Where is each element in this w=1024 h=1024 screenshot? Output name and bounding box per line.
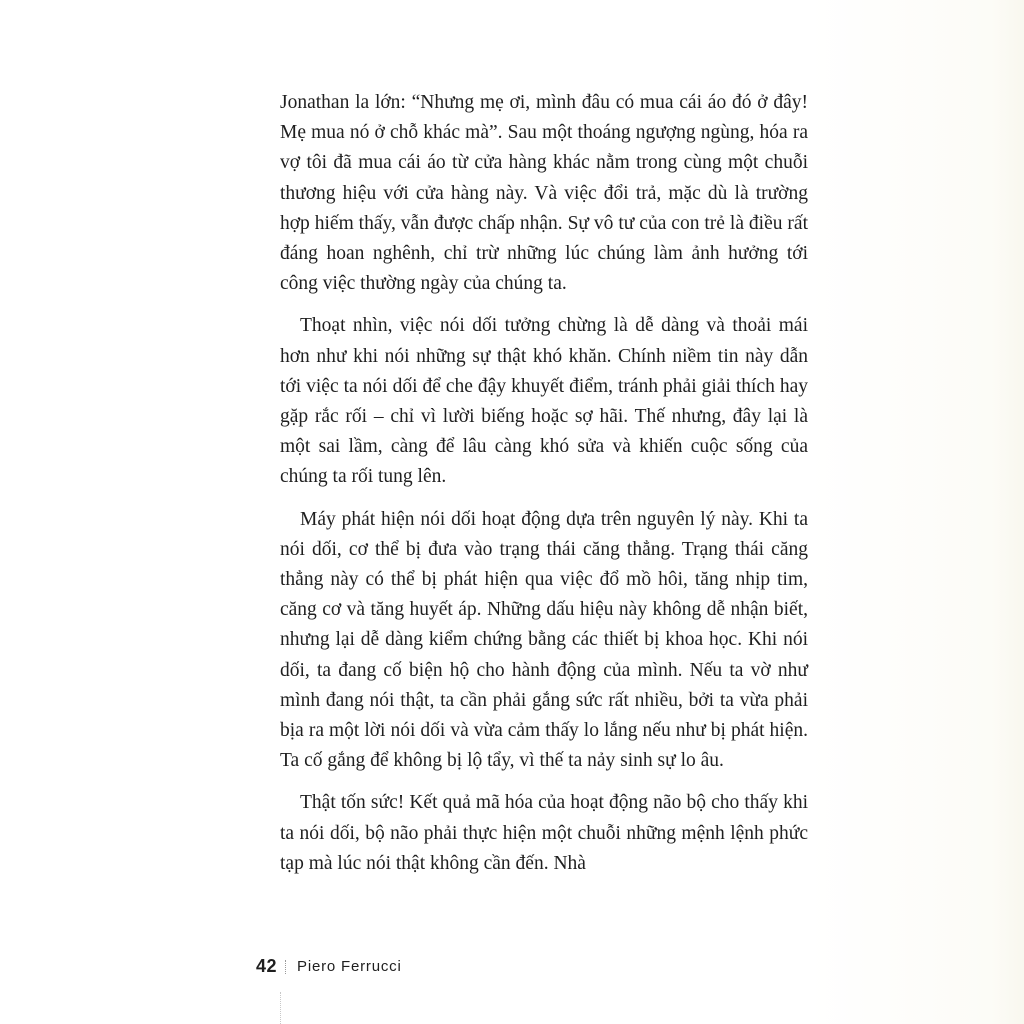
page-footer bbox=[256, 956, 402, 977]
footer-divider bbox=[285, 960, 287, 974]
paragraph-4: Thật tốn sức! Kết quả mã hóa của hoạt động não bộ cho thấy khi ta nói dối, bộ não phải thực hiện một chuỗi những mệnh lệnh phức tạp mà lúc nói thật không cần đến. Nhà bbox=[280, 792, 808, 874]
running-footer-author: Piero Ferrucci bbox=[297, 958, 402, 975]
page-number: 42 bbox=[256, 956, 278, 976]
gutter-dotted-mark bbox=[280, 992, 282, 1024]
paragraph-1: Jonathan la lớn: “Nhưng mẹ ơi, mình đâu có mua cái áo đó ở đây! Mẹ mua nó ở chỗ khác mà”. Sau một thoáng ngượng ngùng, hóa ra vợ tôi đã mua cái áo từ cửa hàng khác nằm trong cùng một chuỗi thương hiệu với cửa hàng này. Và việc đổi trả, mặc dù là trường hợp hiếm thấy, vẫn được chấp nhận. Sự vô tư của con trẻ là điều rất đáng hoan nghênh, chỉ trừ những lúc chúng làm ảnh hưởng tới công việc thường ngày của chúng ta. bbox=[280, 92, 808, 295]
paragraph-2: Thoạt nhìn, việc nói dối tưởng chừng là dễ dàng và thoải mái hơn như khi nói những sự thật khó khăn. Chính niềm tin này dẫn tới việc ta nói dối để che đậy khuyết điểm, tránh phải giải thích hay gặp rắc rối – chỉ vì lười biếng hoặc sợ hãi. Thế nhưng, đây lại là một sai lầm, càng để lâu càng khó sửa và khiến cuộc sống của chúng ta rối tung lên. bbox=[280, 315, 808, 488]
paragraph-3: Máy phát hiện nói dối hoạt động dựa trên nguyên lý này. Khi ta nói dối, cơ thể bị đưa vào trạng thái căng thẳng. Trạng thái căng thẳng này có thể bị phát hiện qua việc đổ mồ hôi, tăng nhịp tim, căng cơ và tăng huyết áp. Những dấu hiệu này không dễ nhận biết, nhưng lại dễ dàng kiểm chứng bằng các thiết bị khoa học. Khi nói dối, ta đang cố biện hộ cho hành động của mình. Nếu ta vờ như mình đang nói thật, ta cần phải gắng sức rất nhiều, bởi ta vừa phải bịa ra một lời nói dối và vừa cảm thấy lo lắng nếu như bị phát hiện. Ta cố gắng để không bị lộ tẩy, vì thế ta nảy sinh sự lo âu. bbox=[280, 508, 808, 772]
page-edge-shading bbox=[810, 0, 1024, 1024]
body-text bbox=[280, 88, 808, 891]
